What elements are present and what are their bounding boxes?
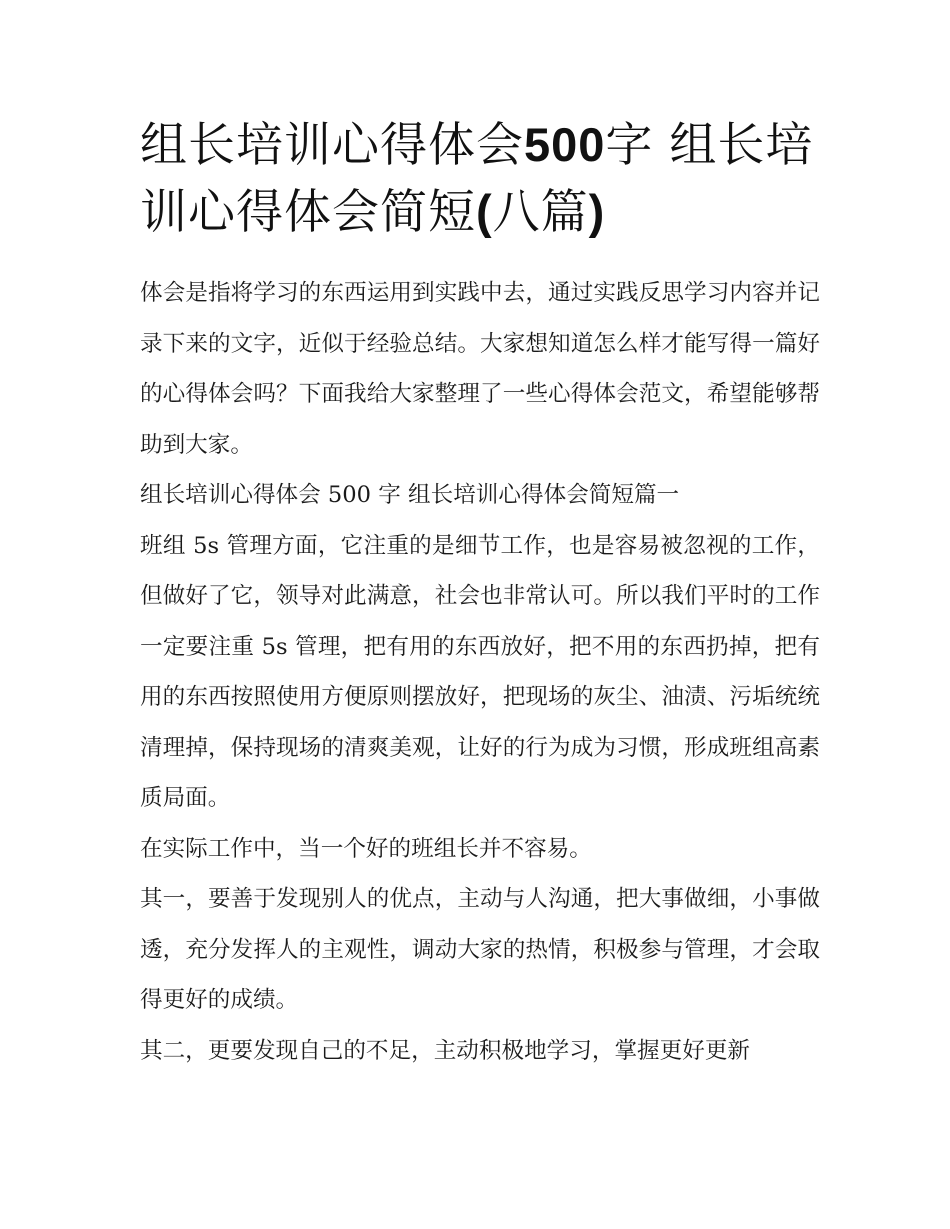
document-page bbox=[140, 112, 820, 1076]
title-paren-text: 八篇 bbox=[492, 185, 589, 240]
body-paragraph: 在实际工作中，当一个好的班组长并不容易。 bbox=[140, 835, 592, 862]
title-text-part1: 组长培训心得体会 bbox=[140, 118, 524, 173]
title-paren-close: ) bbox=[588, 185, 606, 238]
title-number: 500 bbox=[524, 118, 606, 171]
body-paragraph: 班组 5s 管理方面，它注重的是细节工作，也是容易被忽视的工作，但做好了它，领导对此满意，社会也非常认可。所以我们平时的工作一定要注重 5s 管理，把有用的东西放好，把不用的东西扔掉，把有用的东西按照使用方便原则摆放好，把现场的灰尘、油渍、污垢统统清理掉，保持现场的清爽美观，让好的行为成为习惯，形成班组高素质局面。 bbox=[140, 532, 820, 811]
body-paragraph: 其一，要善于发现别人的优点，主动与人沟通，把大事做细，小事做透，充分发挥人的主观性，调动大家的热情，积极参与管理，才会取得更好的成绩。 bbox=[140, 886, 820, 1013]
title-paren-open: ( bbox=[476, 185, 493, 238]
document-body bbox=[140, 268, 820, 1076]
section-heading: 组长培训心得体会 500 字 组长培训心得体会简短篇一 bbox=[140, 482, 680, 508]
intro-paragraph: 体会是指将学习的东西运用到实践中去，通过实践反思学习内容并记录下来的文字，近似于经验总结。大家想知道怎么样才能写得一篇好的心得体会吗？下面我给大家整理了一些心得体会范文，希望能够帮助到大家。 bbox=[140, 280, 820, 458]
body-paragraph: 其二，更要发现自己的不足，主动积极地学习，掌握更好更新 bbox=[140, 1037, 751, 1064]
document-title bbox=[140, 112, 820, 246]
title-text-part2: 字 组长培训心得体会简短 bbox=[140, 118, 814, 240]
